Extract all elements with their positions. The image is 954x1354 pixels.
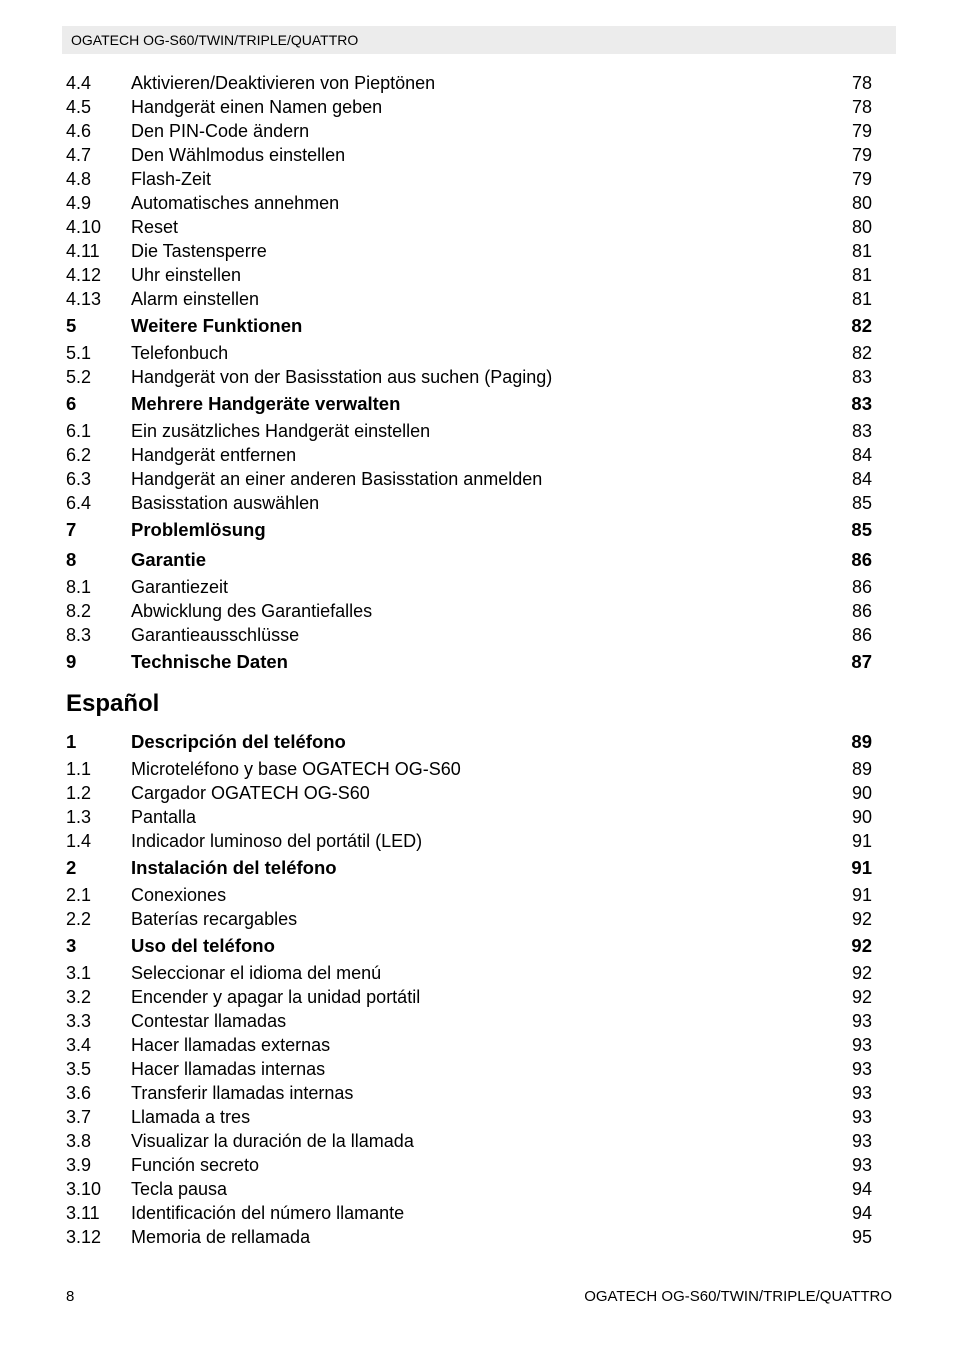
toc-number: 8.3 [66, 625, 92, 645]
toc-page: 89 [851, 759, 872, 779]
toc-title: Llamada a tres [131, 1107, 251, 1127]
toc-number: 3.7 [66, 1107, 92, 1127]
toc-entry-row [0, 1177, 954, 1201]
toc-number: 4.8 [66, 169, 92, 189]
toc-number: 2 [66, 857, 77, 878]
toc-title: Handgerät entfernen [131, 445, 297, 465]
toc-page: 94 [851, 1203, 872, 1223]
toc-entry-row [0, 287, 954, 311]
toc-number: 3.10 [66, 1179, 102, 1199]
toc-page: 86 [851, 549, 872, 570]
toc-page: 86 [851, 625, 872, 645]
toc-entry-row [0, 1009, 954, 1033]
toc-number: 3.2 [66, 987, 92, 1007]
toc-page: 81 [851, 241, 872, 261]
toc-entry-row [0, 1129, 954, 1153]
toc-title: Conexiones [131, 885, 227, 905]
toc-page: 85 [851, 519, 872, 540]
toc-section-row [0, 311, 954, 341]
toc-entry-row [0, 985, 954, 1009]
toc-entry-row [0, 263, 954, 287]
toc-section-row [0, 727, 954, 757]
toc-title: Indicador luminoso del portátil (LED) [131, 831, 423, 851]
toc-title: Visualizar la duración de la llamada [131, 1131, 414, 1151]
toc-page: 84 [851, 469, 872, 489]
toc-entry-row [0, 341, 954, 365]
toc-title: Uso del teléfono [131, 935, 275, 956]
toc-page: 93 [851, 1107, 872, 1127]
toc-page: 83 [851, 393, 872, 414]
toc-entry-row [0, 167, 954, 191]
language-heading: Español [66, 690, 160, 717]
toc-page: 82 [851, 343, 872, 363]
toc-number: 3.8 [66, 1131, 92, 1151]
toc-number: 1.1 [66, 759, 92, 779]
toc-page: 81 [851, 265, 872, 285]
toc-page: 79 [851, 145, 872, 165]
toc-number: 3.12 [66, 1227, 102, 1247]
toc-entry-row [0, 757, 954, 781]
toc-title: Instalación del teléfono [131, 857, 337, 878]
toc-page: 93 [851, 1131, 872, 1151]
toc-title: Seleccionar el idioma del menú [131, 963, 382, 983]
toc-page: 95 [851, 1227, 872, 1247]
toc-german [0, 71, 954, 677]
toc-title: Función secreto [131, 1155, 260, 1175]
toc-title: Transferir llamadas internas [131, 1083, 354, 1103]
toc-title: Pantalla [131, 807, 197, 827]
toc-section-row [0, 545, 954, 575]
toc-number: 6.1 [66, 421, 92, 441]
toc-title: Flash-Zeit [131, 169, 212, 189]
toc-number: 4.6 [66, 121, 92, 141]
toc-entry-row [0, 805, 954, 829]
toc-number: 3.11 [66, 1203, 100, 1223]
toc-entry-row [0, 71, 954, 95]
toc-title: Memoria de rellamada [131, 1227, 311, 1247]
toc-number: 5.1 [66, 343, 92, 363]
toc-entry-row [0, 143, 954, 167]
toc-number: 3.4 [66, 1035, 92, 1055]
toc-title: Descripción del teléfono [131, 731, 346, 752]
toc-entry-row [0, 1057, 954, 1081]
toc-number: 9 [66, 651, 77, 672]
toc-number: 2.2 [66, 909, 92, 929]
toc-page: 94 [851, 1179, 872, 1199]
toc-number: 2.1 [66, 885, 92, 905]
toc-page: 83 [851, 367, 872, 387]
toc-entry-row [0, 907, 954, 931]
toc-number: 1 [66, 731, 77, 752]
toc-title: Den Wählmodus einstellen [131, 145, 346, 165]
toc-title: Handgerät von der Basisstation aus suchen (Paging) [131, 367, 553, 387]
toc-number: 4.7 [66, 145, 92, 165]
toc-entry-row [0, 239, 954, 263]
toc-entry-row [0, 1153, 954, 1177]
toc-page: 91 [851, 885, 872, 905]
toc-number: 3 [66, 935, 77, 956]
toc-number: 4.5 [66, 97, 92, 117]
toc-title: Telefonbuch [131, 343, 229, 363]
toc-page: 91 [851, 831, 872, 851]
toc-entry-row [0, 467, 954, 491]
toc-page: 93 [851, 1011, 872, 1031]
toc-page: 86 [851, 601, 872, 621]
toc-number: 1.4 [66, 831, 92, 851]
toc-number: 8.1 [66, 577, 92, 597]
toc-page: 92 [851, 987, 872, 1007]
toc-number: 8 [66, 549, 77, 570]
toc-title: Den PIN-Code ändern [131, 121, 310, 141]
toc-page: 93 [851, 1059, 872, 1079]
toc-number: 6.2 [66, 445, 92, 465]
toc-entry-row [0, 119, 954, 143]
toc-title: Automatisches annehmen [131, 193, 340, 213]
toc-section-row [0, 647, 954, 677]
toc-page: 92 [851, 935, 872, 956]
toc-title: Problemlösung [131, 519, 266, 540]
toc-page: 84 [851, 445, 872, 465]
toc-number: 4.9 [66, 193, 92, 213]
toc-spanish [0, 727, 954, 1249]
toc-page: 80 [851, 217, 872, 237]
toc-page: 89 [851, 731, 872, 752]
toc-page: 78 [851, 97, 872, 117]
toc-entry-row [0, 575, 954, 599]
toc-section-row [0, 389, 954, 419]
toc-page: 92 [851, 909, 872, 929]
toc-number: 6.4 [66, 493, 92, 513]
header-title: OGATECH OG-S60/TWIN/TRIPLE/QUATTRO [71, 32, 359, 48]
toc-page: 93 [851, 1155, 872, 1175]
toc-title: Tecla pausa [131, 1179, 228, 1199]
toc-entry-row [0, 599, 954, 623]
toc-page: 78 [851, 73, 872, 93]
toc-section-row [0, 515, 954, 545]
toc-entry-row [0, 829, 954, 853]
toc-page: 91 [851, 857, 872, 878]
toc-title: Baterías recargables [131, 909, 298, 929]
toc-title: Technische Daten [131, 651, 288, 672]
toc-number: 5.2 [66, 367, 92, 387]
toc-page: 79 [851, 169, 872, 189]
toc-page: 87 [851, 651, 872, 672]
toc-page: 90 [851, 783, 872, 803]
toc-number: 1.3 [66, 807, 92, 827]
toc-entry-row [0, 491, 954, 515]
toc-title: Ein zusätzliches Handgerät einstellen [131, 421, 431, 441]
toc-number: 5 [66, 315, 77, 336]
toc-number: 3.5 [66, 1059, 92, 1079]
toc-title: Cargador OGATECH OG-S60 [131, 783, 370, 803]
toc-title: Garantieausschlüsse [131, 625, 300, 645]
toc-title: Aktivieren/Deaktivieren von Pieptönen [131, 73, 436, 93]
toc-page: 86 [851, 577, 872, 597]
toc-number: 7 [66, 519, 77, 540]
toc-entry-row [0, 961, 954, 985]
toc-page: 81 [851, 289, 872, 309]
toc-entry-row [0, 1033, 954, 1057]
toc-title: Reset [131, 217, 179, 237]
toc-title: Weitere Funktionen [131, 315, 303, 336]
toc-entry-row [0, 365, 954, 389]
toc-title: Alarm einstellen [131, 289, 260, 309]
toc-title: Hacer llamadas externas [131, 1035, 331, 1055]
toc-number: 4.4 [66, 73, 92, 93]
toc-title: Encender y apagar la unidad portátil [131, 987, 421, 1007]
toc-entry-row [0, 623, 954, 647]
toc-title: Microteléfono y base OGATECH OG-S60 [131, 759, 461, 779]
toc-section-row [0, 931, 954, 961]
toc-entry-row [0, 443, 954, 467]
toc-number: 3.9 [66, 1155, 92, 1175]
toc-number: 3.6 [66, 1083, 92, 1103]
toc-title: Uhr einstellen [131, 265, 242, 285]
toc-title: Handgerät einen Namen geben [131, 97, 383, 117]
toc-page: 82 [851, 315, 872, 336]
toc-entry-row [0, 191, 954, 215]
toc-number: 3.3 [66, 1011, 92, 1031]
page-header [62, 26, 896, 54]
toc-title: Garantiezeit [131, 577, 229, 597]
toc-entry-row [0, 1225, 954, 1249]
toc-page: 83 [851, 421, 872, 441]
toc-title: Hacer llamadas internas [131, 1059, 326, 1079]
toc-page: 93 [851, 1035, 872, 1055]
toc-entry-row [0, 95, 954, 119]
toc-title: Contestar llamadas [131, 1011, 287, 1031]
footer-model: OGATECH OG-S60/TWIN/TRIPLE/QUATTRO [584, 1288, 892, 1305]
toc-title: Abwicklung des Garantiefalles [131, 601, 373, 621]
toc-title: Die Tastensperre [131, 241, 267, 261]
toc-entry-row [0, 215, 954, 239]
toc-number: 6.3 [66, 469, 92, 489]
toc-page: 85 [851, 493, 872, 513]
toc-entry-row [0, 781, 954, 805]
toc-number: 8.2 [66, 601, 92, 621]
footer-page-number: 8 [66, 1288, 75, 1305]
toc-number: 4.10 [66, 217, 102, 237]
toc-entry-row [0, 883, 954, 907]
toc-title: Basisstation auswählen [131, 493, 320, 513]
toc-number: 6 [66, 393, 77, 414]
toc-page: 90 [851, 807, 872, 827]
toc-page: 80 [851, 193, 872, 213]
toc-title: Identificación del número llamante [131, 1203, 405, 1223]
toc-number: 4.11 [66, 241, 100, 261]
toc-number: 4.13 [66, 289, 102, 309]
toc-title: Handgerät an einer anderen Basisstation anmelden [131, 469, 543, 489]
toc-number: 3.1 [66, 963, 92, 983]
toc-number: 1.2 [66, 783, 92, 803]
toc-page: 93 [851, 1083, 872, 1103]
toc-section-row [0, 853, 954, 883]
toc-entry-row [0, 1105, 954, 1129]
toc-entry-row [0, 1201, 954, 1225]
toc-page: 79 [851, 121, 872, 141]
toc-entry-row [0, 1081, 954, 1105]
toc-number: 4.12 [66, 265, 102, 285]
toc-title: Mehrere Handgeräte verwalten [131, 393, 401, 414]
toc-entry-row [0, 419, 954, 443]
toc-title: Garantie [131, 549, 207, 570]
toc-page: 92 [851, 963, 872, 983]
